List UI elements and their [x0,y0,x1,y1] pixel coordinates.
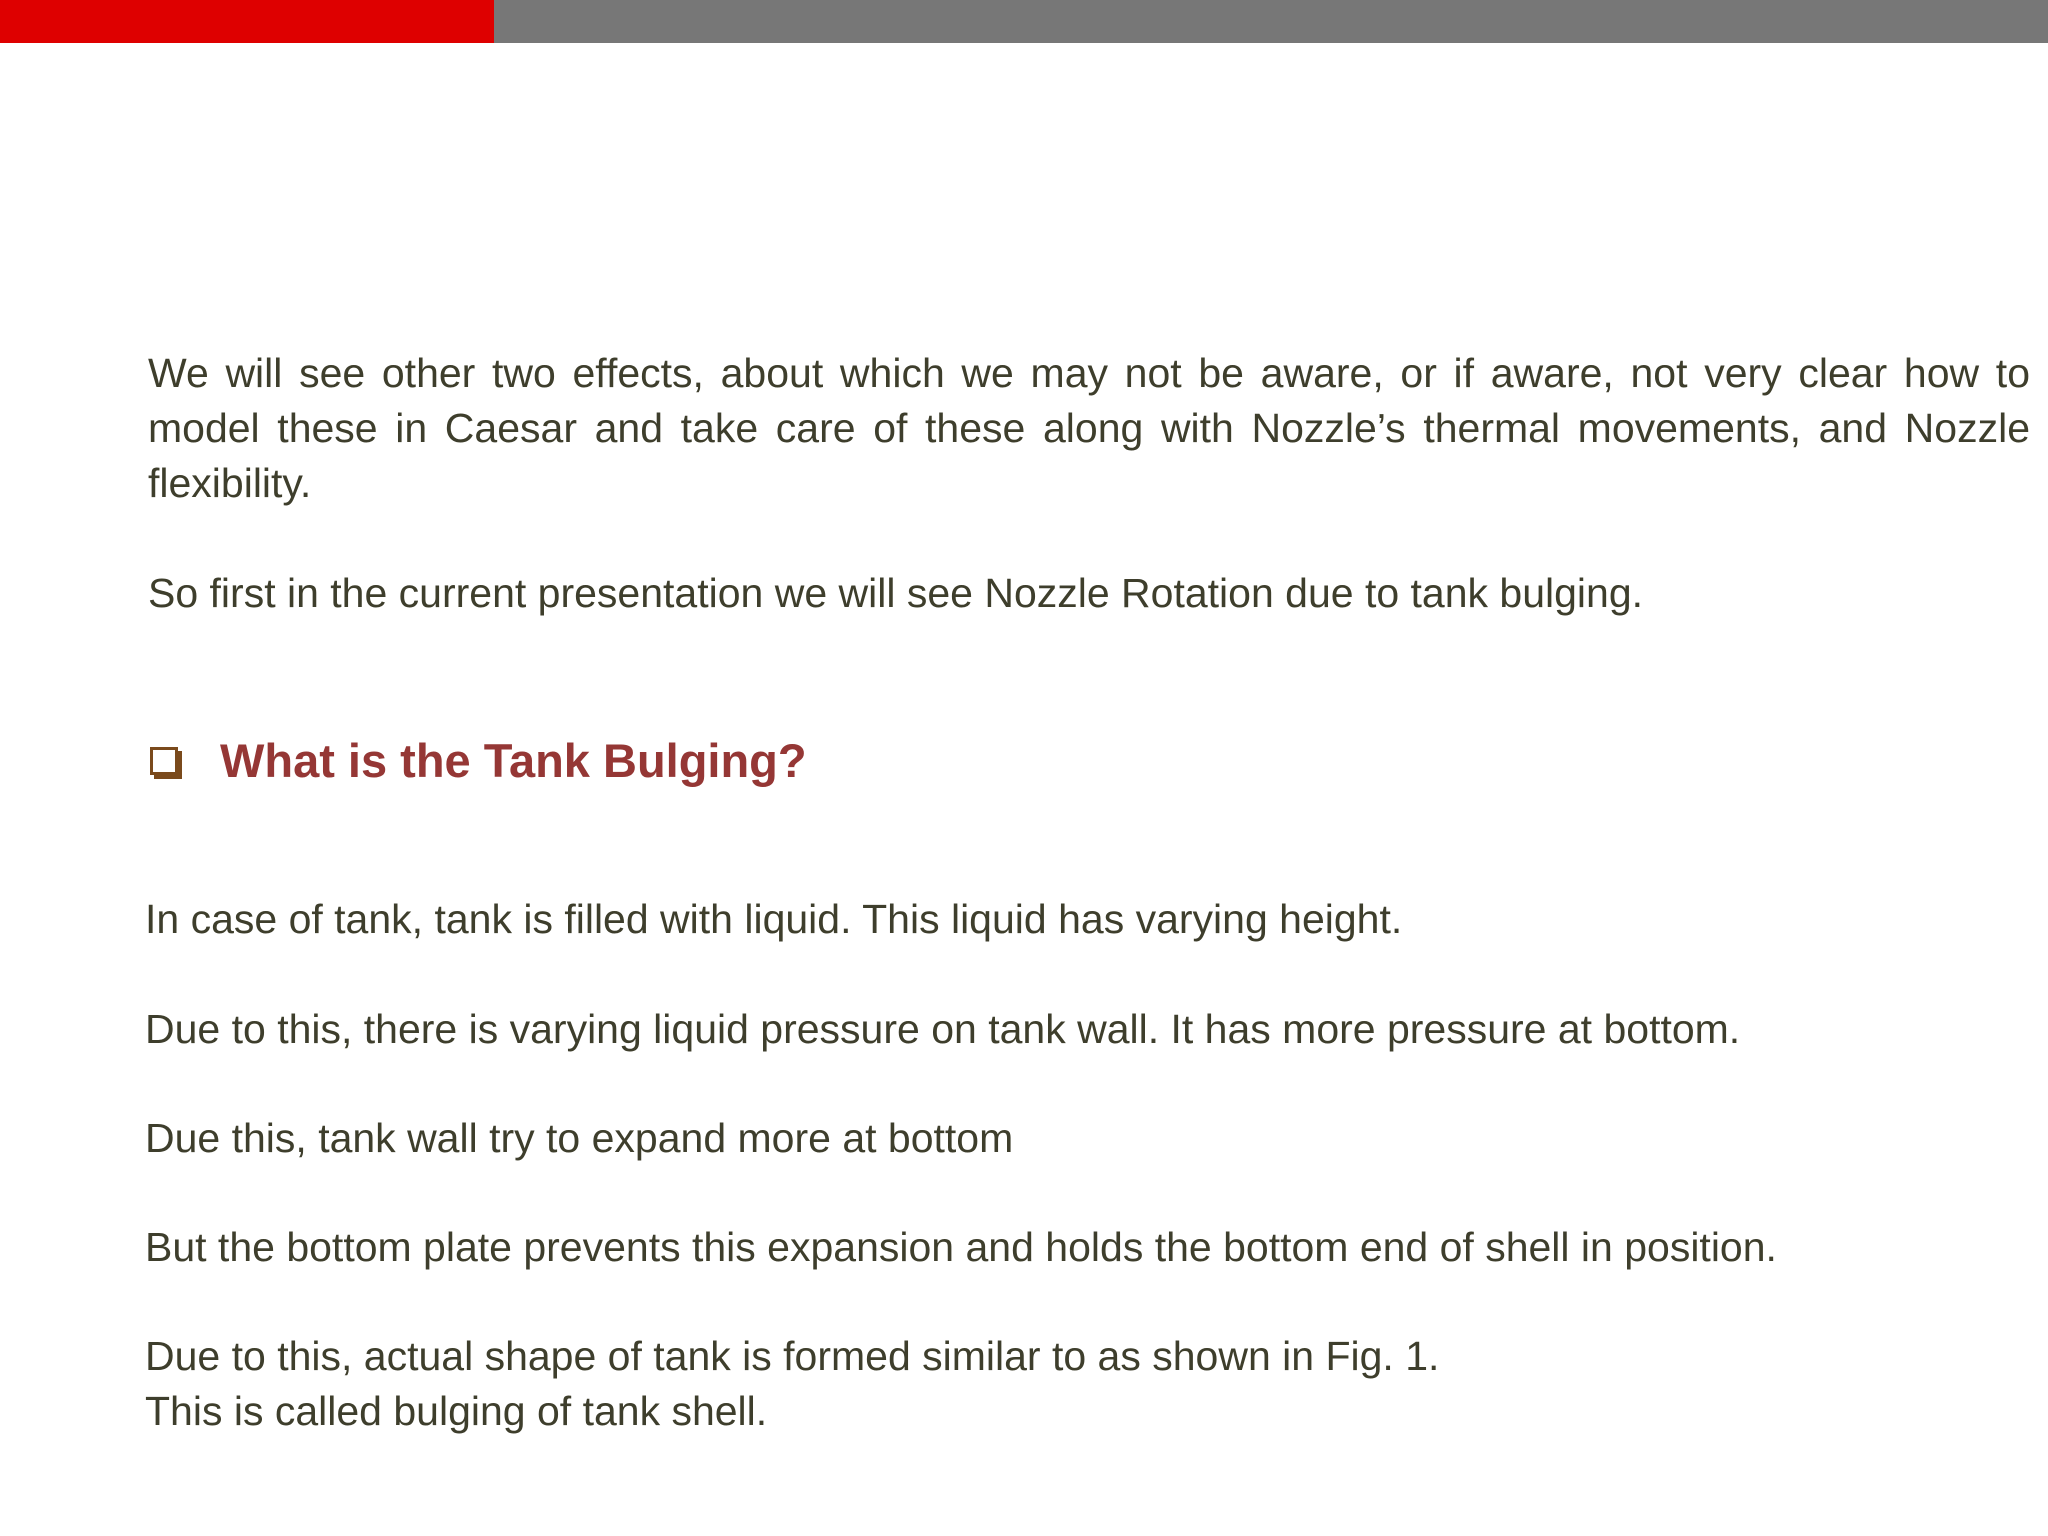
body-paragraph: Due to this, actual shape of tank is formed similar to as shown in Fig. 1. [145,1333,1440,1379]
intro-summary: So first in the current presentation we will see Nozzle Rotation due to tank bulging. [148,570,1644,616]
hollow-square-bullet-icon [150,747,178,775]
body-paragraph: In case of tank, tank is filled with liquid. This liquid has varying height. [145,896,1403,942]
header-accent-bar [0,0,494,43]
body-paragraph: Due this, tank wall try to expand more at bottom [145,1115,1014,1161]
intro-paragraph: We will see other two effects, about which we may not be aware, or if aware, not very clear how to model these in Caesar and take care of these along with Nozzle’s thermal movements, and Nozzle flexibility. [148,350,2030,506]
header-bar [0,0,2048,43]
section-heading-text: What is the Tank Bulging? [220,734,807,787]
section-heading [150,730,807,792]
body-paragraph: But the bottom plate prevents this expansion and holds the bottom end of shell in position. [145,1224,1777,1270]
body-paragraph: Due to this, there is varying liquid pressure on tank wall. It has more pressure at bottom. [145,1006,1741,1052]
body-paragraph: This is called bulging of tank shell. [145,1388,768,1434]
